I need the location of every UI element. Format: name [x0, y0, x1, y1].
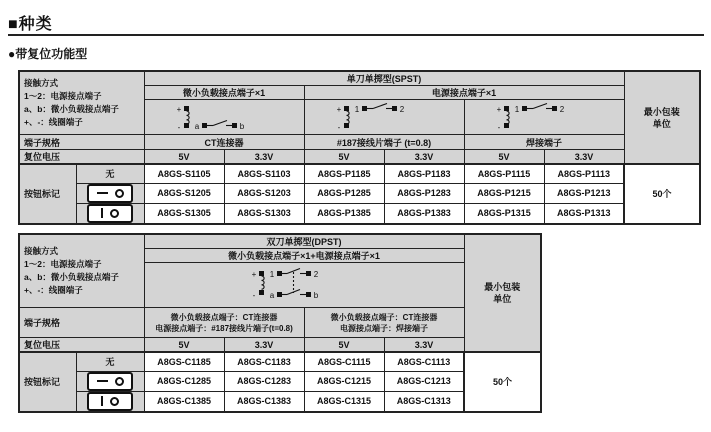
mark-none: 无	[76, 352, 144, 371]
model-number: A8GS-P1283	[384, 183, 464, 203]
model-number: A8GS-P1313	[544, 203, 624, 224]
model-number: A8GS-S1103	[224, 164, 304, 183]
spst-type-header: 单刀单掷型(SPST)	[144, 71, 624, 86]
button-mark-label: 按钮标记	[19, 164, 76, 224]
coil-and-contact-ab-schematic-icon	[169, 101, 279, 131]
svg-text:+: +	[336, 105, 342, 114]
voltage-header: 5V	[304, 150, 384, 165]
model-number: A8GS-P1115	[464, 164, 544, 183]
model-number: A8GS-C1183	[224, 352, 304, 371]
svg-text:2: 2	[559, 105, 565, 114]
svg-text:-: -	[177, 123, 181, 131]
min-package-unit-header: 最小包装 单位	[624, 71, 700, 164]
model-number: A8GS-P1383	[384, 203, 464, 224]
model-number: A8GS-P1385	[304, 203, 384, 224]
terminal-spec-ct-187: 微小负载接点端子：CT连接器 电源接点端子：#187接线片端子(t=0.8)	[144, 308, 304, 338]
reset-voltage-label: 复位电压	[19, 338, 144, 353]
model-number: A8GS-C1113	[384, 352, 464, 371]
legend-line: 接触方式	[24, 246, 59, 256]
voltage-header: 5V	[464, 150, 544, 165]
coil-and-contact-12-schematic-icon	[329, 101, 439, 131]
mark-none: 无	[76, 164, 144, 183]
svg-text:b: b	[313, 291, 319, 300]
legend-line: 1～2：电源接点端子	[24, 91, 102, 101]
model-number: A8GS-C1285	[144, 371, 224, 391]
svg-text:1: 1	[514, 105, 520, 114]
mark-dash-circle-cell	[76, 371, 144, 391]
legend-line: 接触方式	[24, 78, 59, 88]
svg-text:+: +	[496, 105, 502, 114]
group-header-microload: 微小负载接点端子×1	[144, 86, 304, 100]
svg-text:-: -	[337, 123, 341, 131]
svg-text:-: -	[497, 123, 501, 131]
model-number: A8GS-C1115	[304, 352, 384, 371]
min-package-unit-header: 最小包装 单位	[464, 234, 541, 352]
min-package-value: 50个	[624, 164, 700, 224]
model-number: A8GS-P1285	[304, 183, 384, 203]
microload-circuit-diagram	[144, 100, 304, 135]
legend-line: +、-：线圈端子	[24, 117, 83, 127]
model-number: A8GS-S1303	[224, 203, 304, 224]
coil-and-contact-12-schematic-icon	[489, 101, 599, 131]
voltage-header: 3.3V	[224, 338, 304, 353]
model-number: A8GS-C1315	[304, 391, 384, 412]
svg-text:1: 1	[354, 105, 360, 114]
dpst-circuit-diagram	[144, 263, 464, 308]
model-number: A8GS-C1385	[144, 391, 224, 412]
dash-circle-button-mark-icon	[87, 372, 133, 391]
model-number: A8GS-P1315	[464, 203, 544, 224]
svg-text:a: a	[194, 122, 200, 131]
spst-model-table	[18, 70, 701, 225]
model-number: A8GS-C1313	[384, 391, 464, 412]
reset-voltage-label: 复位电压	[19, 150, 144, 165]
mark-bar-circle-cell	[76, 391, 144, 412]
mark-dash-circle-cell	[76, 183, 144, 203]
svg-text:1: 1	[269, 270, 275, 279]
bar-circle-button-mark-icon	[87, 392, 133, 411]
voltage-header: 5V	[144, 338, 224, 353]
contact-method-legend	[19, 234, 144, 308]
subsection-title: ●带复位功能型	[8, 47, 88, 61]
dpst-type-header: 双刀单掷型(DPST)	[144, 234, 464, 249]
model-number: A8GS-C1383	[224, 391, 304, 412]
svg-text:b: b	[239, 122, 245, 131]
bar-circle-button-mark-icon	[87, 204, 133, 223]
voltage-header: 3.3V	[544, 150, 624, 165]
title-divider	[8, 34, 704, 36]
dpst-model-table	[18, 233, 542, 413]
power-contact-circuit-diagram	[464, 100, 624, 135]
model-number: A8GS-P1183	[384, 164, 464, 183]
svg-text:-: -	[252, 291, 256, 300]
model-number: A8GS-C1215	[304, 371, 384, 391]
svg-text:+: +	[251, 270, 257, 279]
dash-circle-button-mark-icon	[87, 184, 133, 203]
terminal-spec-ct-solder: 微小负载接点端子：CT连接器 电源接点端子：焊接端子	[304, 308, 464, 338]
button-mark-label: 按钮标记	[19, 352, 76, 412]
model-number: A8GS-C1283	[224, 371, 304, 391]
model-number: A8GS-S1205	[144, 183, 224, 203]
model-number: A8GS-P1215	[464, 183, 544, 203]
model-number: A8GS-P1185	[304, 164, 384, 183]
voltage-header: 3.3V	[384, 338, 464, 353]
model-number: A8GS-C1213	[384, 371, 464, 391]
terminal-spec-ct: CT连接器	[144, 135, 304, 150]
legend-line: a、b：微小负载接点端子	[24, 104, 119, 114]
group-header-power: 电源接点端子×1	[304, 86, 624, 100]
model-number: A8GS-S1105	[144, 164, 224, 183]
contact-method-legend	[19, 71, 144, 135]
voltage-header: 3.3V	[384, 150, 464, 165]
legend-line: +、-：线圈端子	[24, 285, 83, 295]
svg-text:+: +	[176, 105, 182, 114]
terminal-spec-solder: 焊接端子	[464, 135, 624, 150]
terminal-spec-label: 端子规格	[19, 308, 144, 338]
svg-text:2: 2	[399, 105, 405, 114]
coil-and-dual-contact-schematic-icon	[244, 264, 364, 304]
model-number: A8GS-P1113	[544, 164, 624, 183]
voltage-header: 5V	[144, 150, 224, 165]
svg-text:a: a	[269, 291, 275, 300]
group-header-combined: 微小负载接点端子×1+电源接点端子×1	[144, 249, 464, 263]
model-number: A8GS-P1213	[544, 183, 624, 203]
min-package-value: 50个	[464, 352, 541, 412]
model-number: A8GS-S1305	[144, 203, 224, 224]
model-number: A8GS-C1185	[144, 352, 224, 371]
model-number: A8GS-S1203	[224, 183, 304, 203]
legend-line: a、b：微小负载接点端子	[24, 272, 119, 282]
voltage-header: 5V	[304, 338, 384, 353]
legend-line: 1～2：电源接点端子	[24, 259, 102, 269]
mark-bar-circle-cell	[76, 203, 144, 224]
svg-text:2: 2	[313, 270, 319, 279]
voltage-header: 3.3V	[224, 150, 304, 165]
terminal-spec-187: #187接线片端子 (t=0.8)	[304, 135, 464, 150]
power-contact-circuit-diagram	[304, 100, 464, 135]
page-title: ■种类	[8, 16, 53, 33]
terminal-spec-label: 端子规格	[19, 135, 144, 150]
